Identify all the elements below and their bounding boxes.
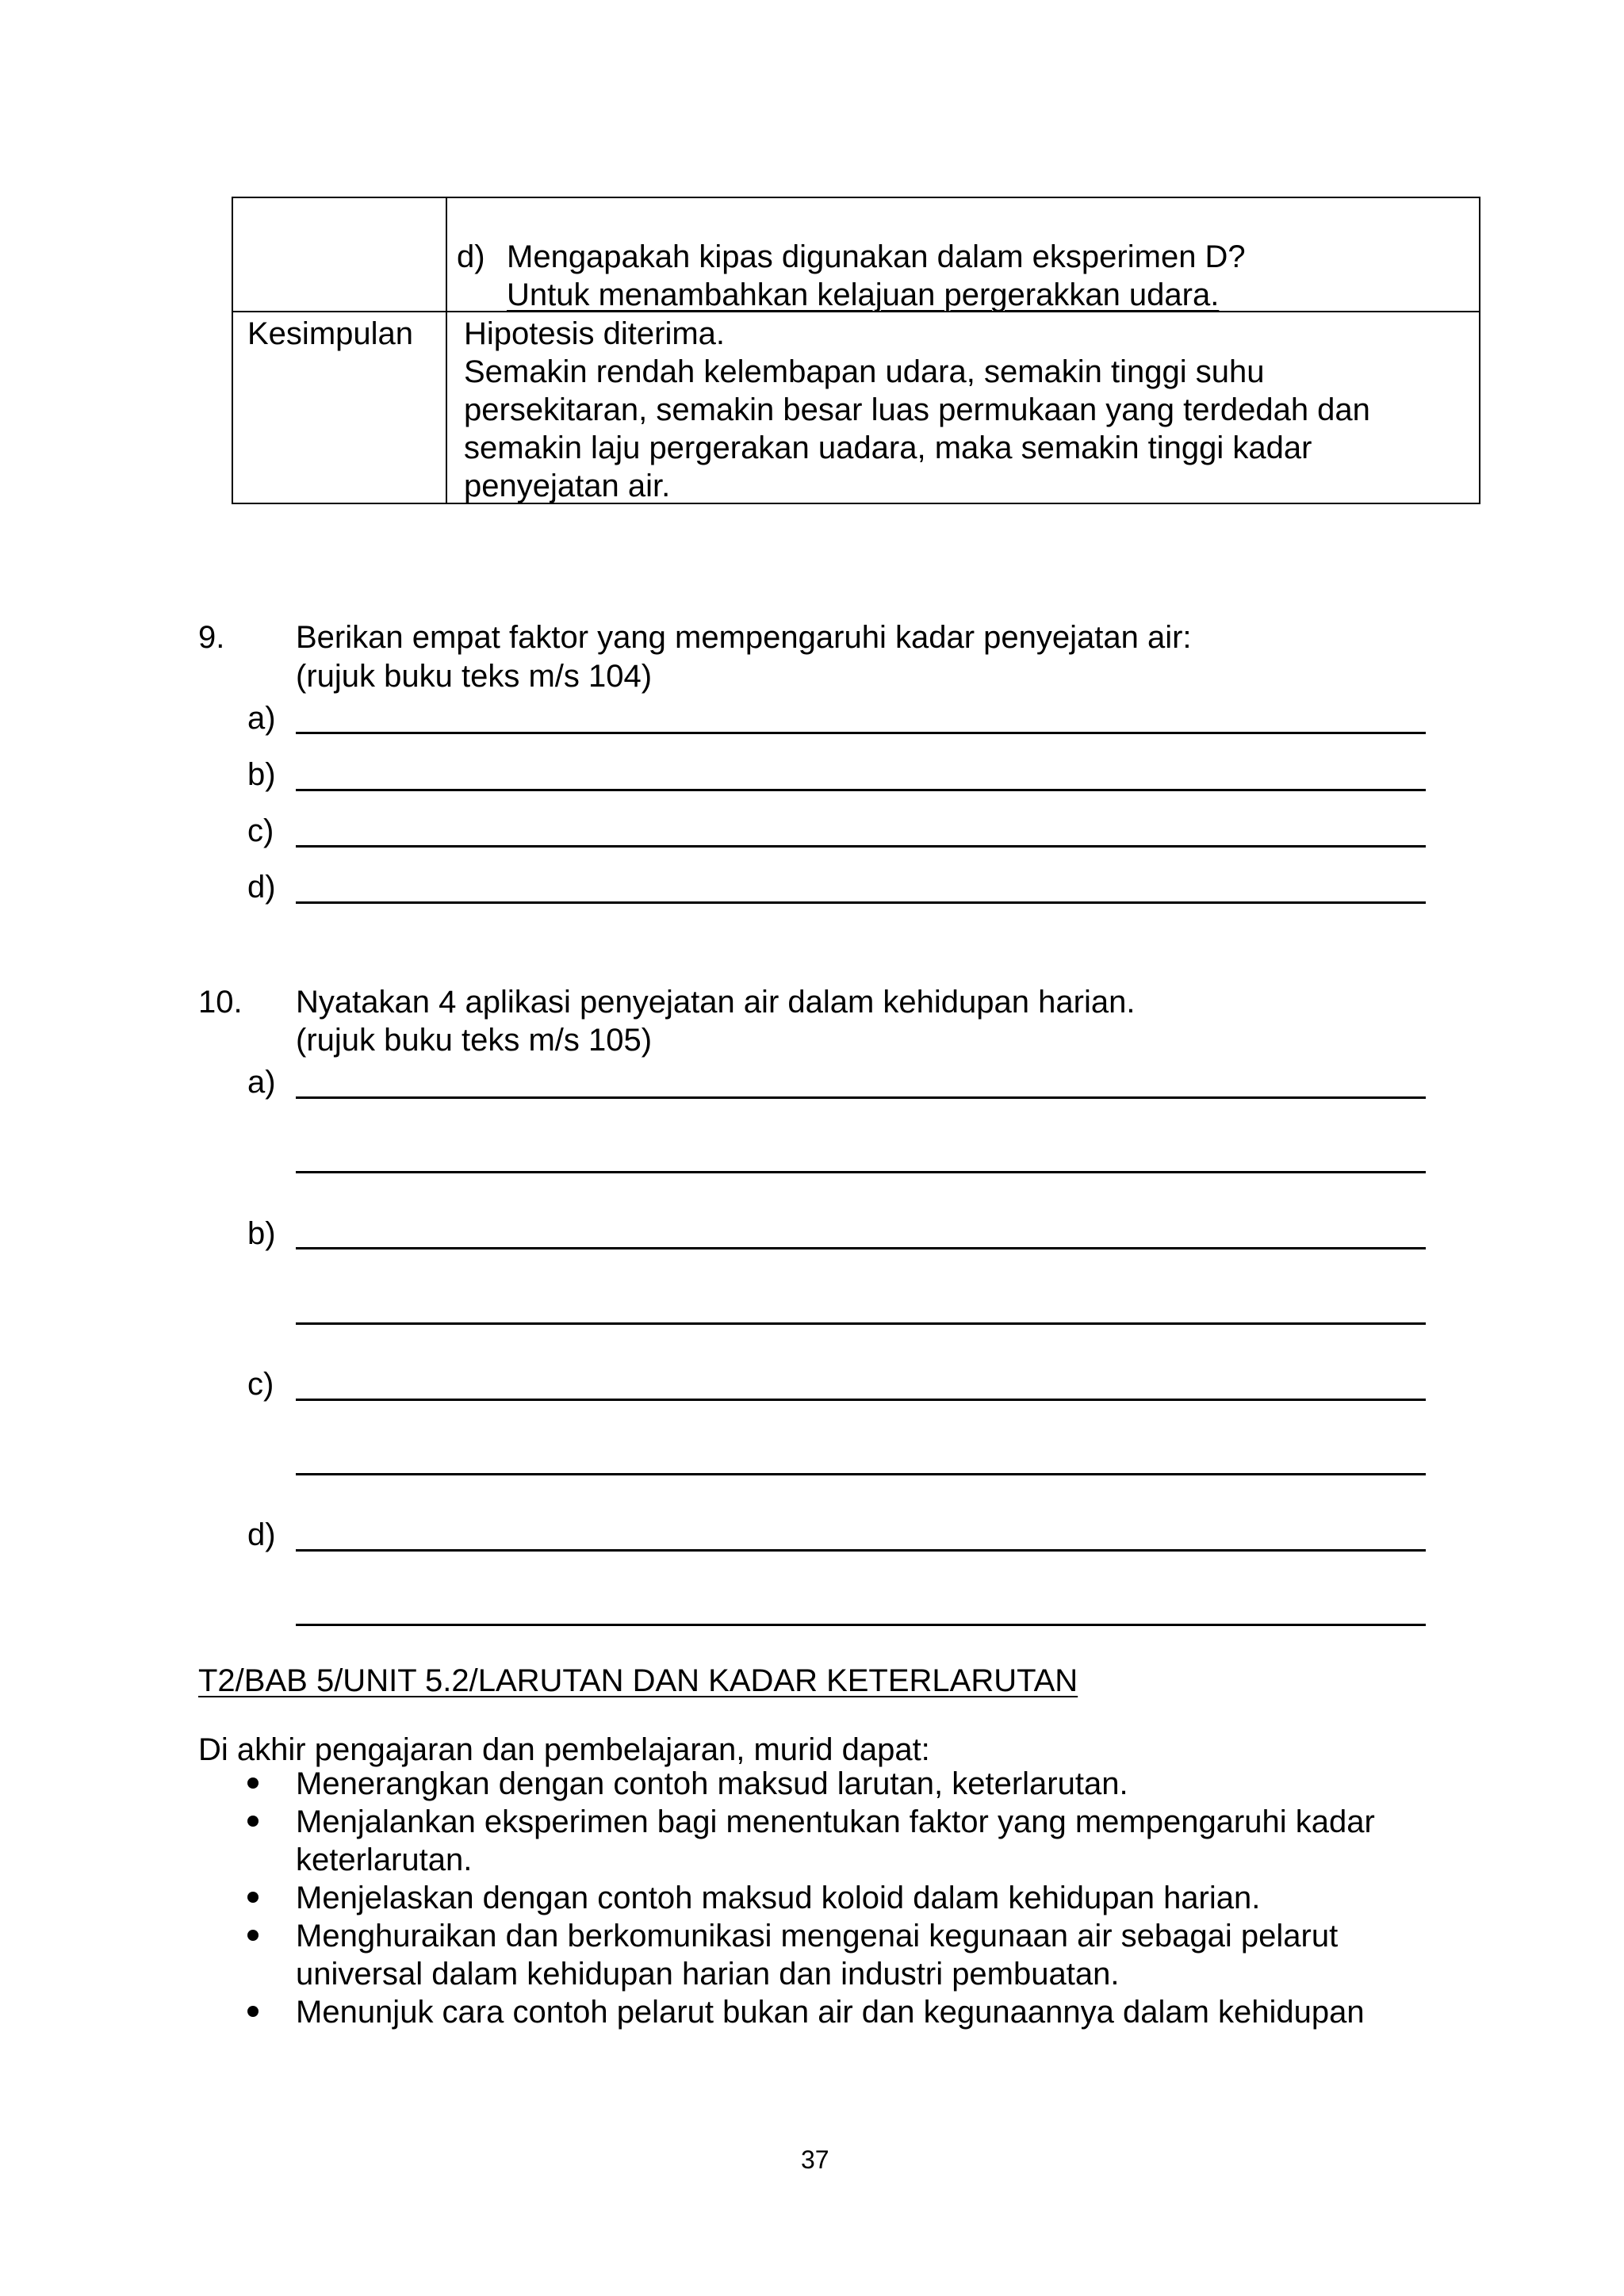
q10-reference: (rujuk buku teks m/s 105) <box>296 1023 653 1058</box>
q10-label-b: b) <box>247 1216 276 1251</box>
objective-3: Menjelaskan dengan contoh maksud koloid dalam kehidupan harian. <box>296 1881 1261 1915</box>
objective-4-line-2: universal dalam kehidupan harian dan industri pembuatan. <box>296 1957 1120 1992</box>
question-d-answer: Untuk menambahkan kelajuan pergerakkan udara. <box>507 277 1220 312</box>
q10-answer-line-b2[interactable] <box>296 1322 1426 1325</box>
table-column-divider <box>446 197 447 503</box>
q10-answer-line-c1[interactable] <box>296 1399 1426 1401</box>
kesimpulan-line-4: semakin laju pergerakan uadara, maka semakin tinggi kadar <box>464 430 1312 465</box>
q9-answer-line-b[interactable] <box>296 789 1426 791</box>
section-heading: T2/BAB 5/UNIT 5.2/LARUTAN DAN KADAR KETERLARUTAN <box>198 1663 1078 1698</box>
q10-answer-line-a1[interactable] <box>296 1096 1426 1099</box>
question-d-label: d) <box>457 239 485 274</box>
kesimpulan-line-3: persekitaran, semakin besar luas permukaan yang terdedah dan <box>464 392 1370 427</box>
q9-reference: (rujuk buku teks m/s 104) <box>296 659 653 694</box>
q9-label-c: c) <box>247 813 274 848</box>
kesimpulan-label: Kesimpulan <box>247 316 414 351</box>
q10-label-c: c) <box>247 1367 274 1402</box>
objective-4-line-1: Menghuraikan dan berkomunikasi mengenai kegunaan air sebagai pelarut <box>296 1919 1339 1954</box>
q9-number: 9. <box>198 620 225 655</box>
q10-answer-line-d1[interactable] <box>296 1549 1426 1552</box>
q10-label-a: a) <box>247 1065 276 1100</box>
kesimpulan-line-2: Semakin rendah kelembapan udara, semakin tinggi suhu <box>464 354 1265 389</box>
q9-label-d: d) <box>247 870 276 905</box>
q10-text: Nyatakan 4 aplikasi penyejatan air dalam kehidupan harian. <box>296 985 1136 1020</box>
q9-label-b: b) <box>247 757 276 792</box>
bullet-dot <box>247 1892 259 1903</box>
q10-number: 10. <box>198 985 243 1020</box>
q10-answer-line-d2[interactable] <box>296 1624 1426 1626</box>
objective-2-line-2: keterlarutan. <box>296 1843 473 1877</box>
q10-label-d: d) <box>247 1517 276 1552</box>
page-number: 37 <box>801 2145 829 2174</box>
objective-2-line-1: Menjalankan eksperimen bagi menentukan faktor yang mempengaruhi kadar <box>296 1804 1375 1839</box>
bullet-dot <box>247 1816 259 1827</box>
q9-answer-line-a[interactable] <box>296 732 1426 734</box>
q9-answer-line-c[interactable] <box>296 845 1426 848</box>
kesimpulan-line-5: penyejatan air. <box>464 469 671 503</box>
objective-5: Menunjuk cara contoh pelarut bukan air dan kegunaannya dalam kehidupan <box>296 1995 1365 2030</box>
kesimpulan-line-1: Hipotesis diterima. <box>464 316 726 351</box>
q10-answer-line-a2[interactable] <box>296 1171 1426 1173</box>
question-d-text: Mengapakah kipas digunakan dalam eksperimen D? <box>507 239 1246 274</box>
bullet-dot <box>247 2006 259 2017</box>
q9-text: Berikan empat faktor yang mempengaruhi kadar penyejatan air: <box>296 620 1192 655</box>
q9-answer-line-d[interactable] <box>296 901 1426 904</box>
section-intro: Di akhir pengajaran dan pembelajaran, murid dapat: <box>198 1732 930 1767</box>
bullet-dot <box>247 1777 259 1789</box>
q10-answer-line-c2[interactable] <box>296 1473 1426 1475</box>
q9-label-a: a) <box>247 701 276 736</box>
objective-1: Menerangkan dengan contoh maksud larutan, keterlarutan. <box>296 1766 1128 1801</box>
bullet-dot <box>247 1930 259 1941</box>
q10-answer-line-b1[interactable] <box>296 1247 1426 1249</box>
